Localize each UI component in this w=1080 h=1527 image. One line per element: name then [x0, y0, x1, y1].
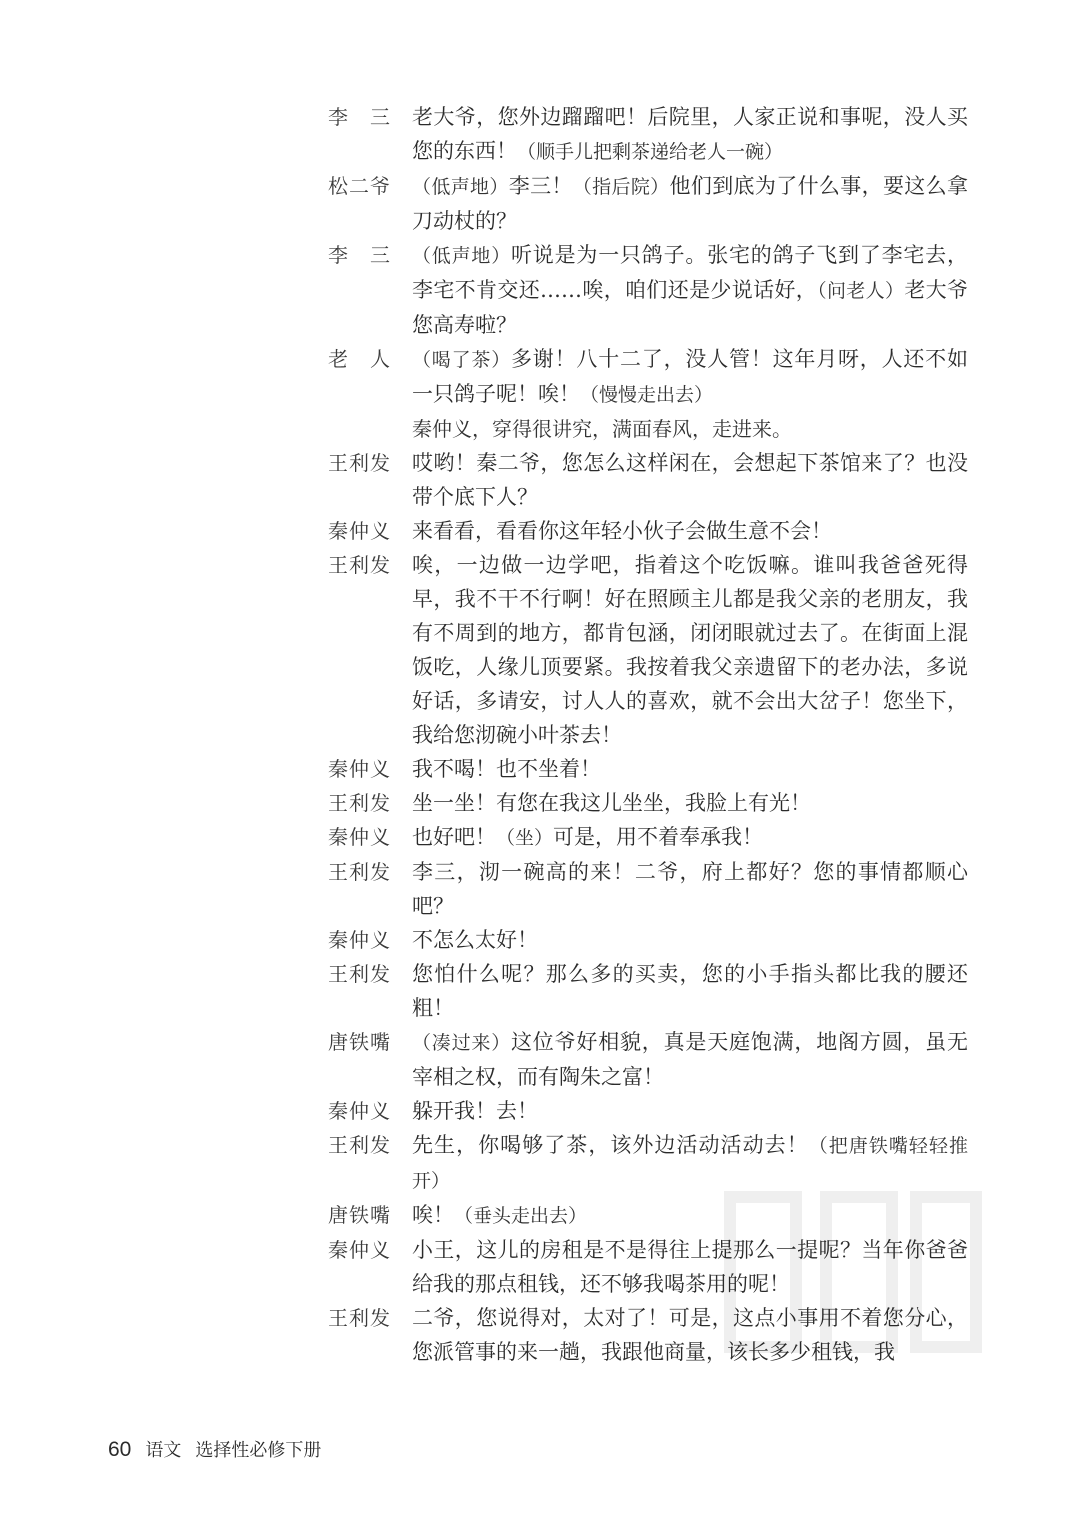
speech-segment: 多谢！八十二了，没人管！这年月呀，人还不如一只鸽子呢！唉！ — [412, 347, 968, 406]
speech-text — [412, 786, 968, 820]
speech-segment: 坐一坐！有您在我这儿坐坐，我脸上有光！ — [412, 791, 811, 815]
inline-stage-direction: （指后院） — [572, 176, 670, 198]
dialogue-line — [328, 820, 968, 855]
speaker-name: 王利发 — [328, 860, 391, 884]
speech-segment: 李三！ — [508, 174, 573, 198]
inline-stage-direction: （顺手儿把剩茶递给老人一碗） — [517, 141, 784, 163]
speaker-name: 李 三 — [328, 105, 391, 129]
speech-segment: 我不喝！也不坐着！ — [412, 757, 601, 781]
speech-segment: 老大爷，您外边蹓蹓吧！后院里，人家正说和事呢，没人买您的东西！ — [412, 105, 968, 163]
speaker-name: 老 人 — [328, 347, 391, 371]
speaker-name: 王利发 — [328, 791, 391, 815]
speech-segment: 唉，一边做一边学吧，指着这个吃饭嘛。谁叫我爸爸死得早，我不干不行啊！好在照顾主儿都是我父亲的老朋友，我有不周到的地方，都肯包涵，闭闭眼就过去了。在街面上混饭吃，人缘儿顶要紧。我按着我父亲遗留下的老办法，多说好话，多请安，讨人人的喜欢，就不会出大岔子！您坐下，我给您沏碗小叶茶去！ — [412, 553, 968, 747]
speaker-name: 王利发 — [328, 962, 391, 986]
speech-segment: 可是，用不着奉承我！ — [553, 825, 764, 849]
dialogue-line — [328, 855, 968, 923]
speech-segment: 不怎么太好！ — [412, 928, 538, 952]
inline-stage-direction: （问老人） — [817, 280, 905, 302]
speaker-name: 秦仲义 — [328, 1099, 391, 1123]
inline-stage-direction: （慢慢走出去） — [580, 384, 714, 406]
dialogue-line — [328, 446, 968, 514]
watermark-logo — [700, 1107, 1000, 1407]
speaker-name: 秦仲义 — [328, 825, 391, 849]
speech-text — [412, 855, 968, 923]
dialogue-line — [328, 786, 968, 820]
dialogue-line — [328, 548, 968, 752]
speech-text — [412, 342, 968, 412]
speaker-name: 秦仲义 — [328, 757, 391, 781]
speaker-name: 唐铁嘴 — [328, 1030, 391, 1054]
speaker-name: 秦仲义 — [328, 928, 391, 952]
speech-text — [412, 238, 968, 342]
speaker-name: 王利发 — [328, 553, 391, 577]
inline-stage-direction: （坐） — [496, 827, 554, 849]
speaker-name: 秦仲义 — [328, 1238, 391, 1262]
speaker-name: 秦仲义 — [328, 519, 391, 543]
book-title: 选择性必修下册 — [195, 1440, 322, 1460]
speech-segment: 您怕什么呢？那么多的买卖，您的小手指头都比我的腰还粗！ — [412, 962, 968, 1020]
speech-text — [412, 957, 968, 1025]
inline-stage-direction: （把唐铁嘴轻轻推开） — [412, 1135, 968, 1192]
subject-label: 语文 — [145, 1440, 182, 1460]
dialogue-line — [328, 238, 968, 342]
speech-segment: 哎哟！秦二爷，您怎么这样闲在，会想起下茶馆来了？也没带个底下人？ — [412, 451, 968, 509]
speech-text — [412, 548, 968, 752]
speech-segment: 躲开我！去！ — [412, 1099, 538, 1123]
dialogue-line — [328, 100, 968, 169]
speech-text — [412, 923, 968, 957]
stage-direction: 秦仲义，穿得很讲究，满面春风，走进来。 — [412, 417, 792, 441]
page-number: 60 — [108, 1438, 132, 1461]
inline-stage-direction: （垂头走出去） — [454, 1205, 588, 1227]
dialogue-line — [328, 957, 968, 1025]
dialogue-line — [328, 514, 968, 548]
speaker-name: 王利发 — [328, 1133, 391, 1157]
speech-segment: 他们到底为了什么事，要这么拿刀动杖的？ — [412, 174, 968, 233]
speech-segment: 唉！ — [412, 1203, 454, 1227]
speech-segment: 也好吧！ — [412, 825, 496, 849]
dialogue-line — [328, 169, 968, 238]
speaker-name: 王利发 — [328, 451, 391, 475]
speech-text — [412, 100, 968, 169]
speech-text — [412, 820, 968, 855]
dialogue-line — [328, 1025, 968, 1094]
speech-text — [412, 1025, 968, 1094]
speech-text — [412, 169, 968, 238]
dialogue-line — [328, 923, 968, 957]
dialogue-line — [328, 342, 968, 412]
speech-text — [412, 446, 968, 514]
speech-segment: 先生，你喝够了茶，该外边活动活动去！ — [412, 1133, 809, 1157]
page-footer — [108, 1436, 321, 1462]
speech-segment: 二爷，您说得对，太对了！可是，这点小事用不着您分心，您派管事的来一趟，我跟他商量，该长多少租钱，我 — [412, 1306, 968, 1364]
speech-segment: 老大爷您高寿啦？ — [412, 278, 968, 337]
speech-segment: 听说是为一只鸽子。张宅的鸽子飞到了李宅去，李宅不肯交还……唉，咱们还是少说话好， — [412, 243, 968, 302]
speaker-name: 李 三 — [328, 243, 391, 267]
inline-stage-direction: （喝了茶） — [412, 349, 511, 371]
speech-segment: 李三，沏一碗高的来！二爷，府上都好？您的事情都顺心吧？ — [412, 860, 968, 918]
dialogue-line — [328, 752, 968, 786]
inline-stage-direction: （低声地） — [412, 245, 511, 267]
speech-text — [412, 514, 968, 548]
inline-stage-direction: （低声地） — [412, 176, 509, 198]
speech-text — [412, 752, 968, 786]
speaker-name: 唐铁嘴 — [328, 1203, 391, 1227]
inline-stage-direction: （凑过来） — [412, 1032, 511, 1054]
speech-segment: 这位爷好相貌，真是天庭饱满，地阁方圆，虽无宰相之权，而有陶朱之富！ — [412, 1030, 968, 1089]
speech-segment: 小王，这儿的房租是不是得往上提那么一提呢？当年你爸爸给我的那点租钱，还不够我喝茶用的呢！ — [412, 1238, 968, 1296]
speaker-name: 王利发 — [328, 1306, 391, 1330]
speech-segment: 来看看，看看你这年轻小伙子会做生意不会！ — [412, 519, 832, 543]
speaker-name: 松二爷 — [328, 174, 391, 198]
